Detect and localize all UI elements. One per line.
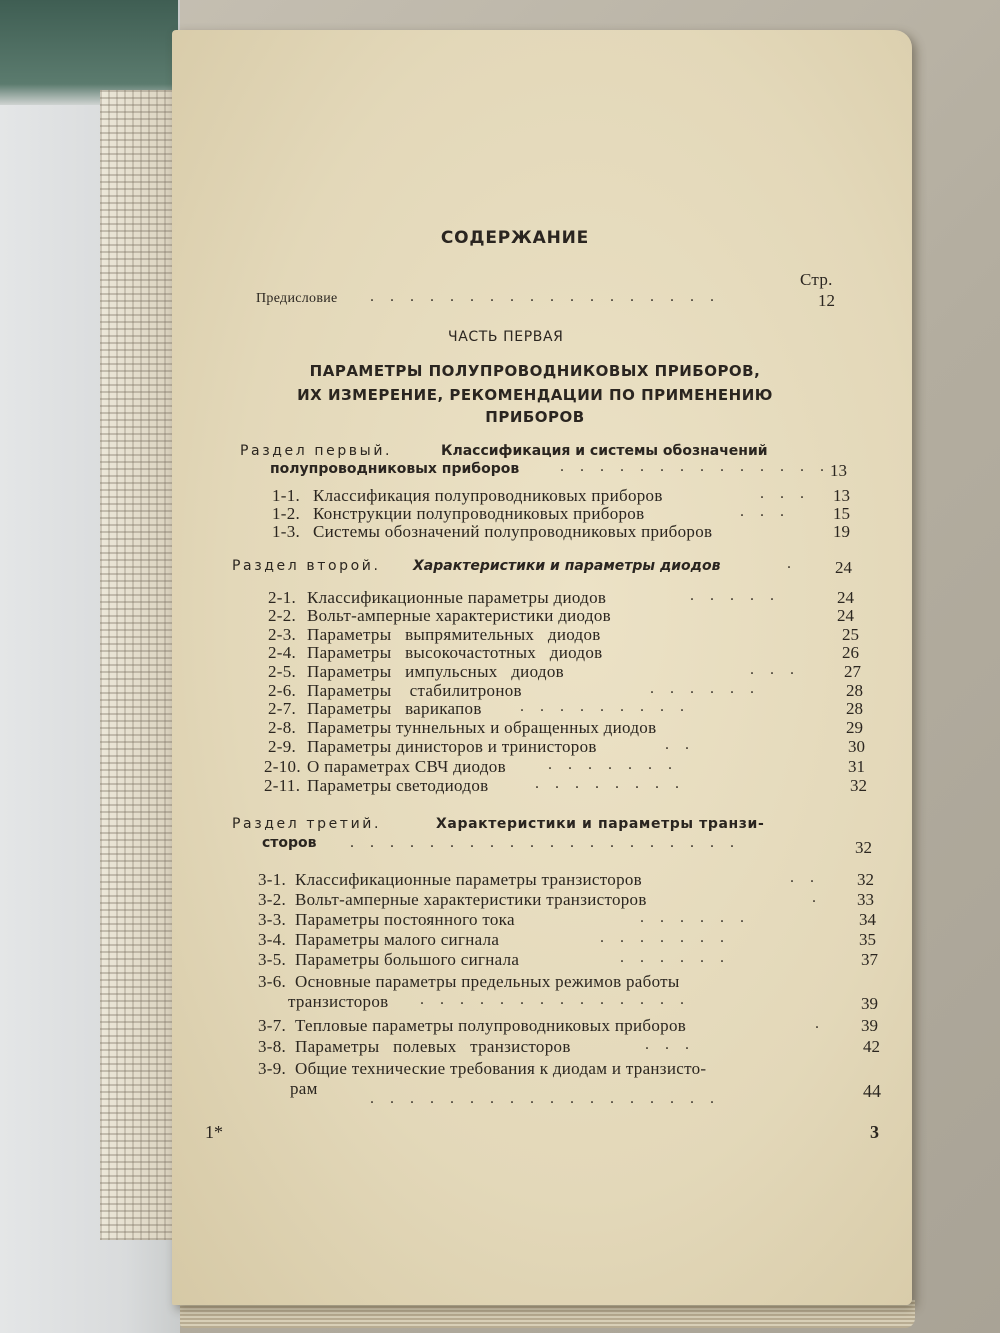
toc-item-3-3-text: Параметры постоянного тока <box>295 910 515 929</box>
page-title: СОДЕРЖАНИЕ <box>440 228 590 248</box>
section-1-title-line-2: полупроводниковых приборов <box>270 461 520 477</box>
toc-item-2-8-text: Параметры туннельных и обращенных диодов <box>307 718 657 737</box>
toc-item-3-9-text-cont: рам <box>290 1079 318 1098</box>
part-heading-line-2: ИХ ИЗМЕРЕНИЕ, РЕКОМЕНДАЦИИ ПО ПРИМЕНЕНИЮ <box>297 386 773 404</box>
section-3-page: 32 <box>855 838 872 857</box>
toc-item-2-11-page: 32 <box>850 776 867 795</box>
toc-item-3-9-page: 44 <box>863 1081 881 1101</box>
toc-item-3-9-text: Общие технические требования к диодам и транзисто- <box>295 1059 707 1078</box>
toc-item-2-5-dots: . . . <box>750 661 800 678</box>
toc-item-2-11-dots: . . . . . . . . <box>535 775 685 792</box>
toc-item-2-3-num: 2-3. <box>268 625 297 644</box>
toc-item-2-4-num: 2-4. <box>268 643 297 662</box>
toc-item-2-9-text: Параметры динисторов и тринисторов <box>307 737 597 756</box>
toc-item-1-1-page: 13 <box>833 486 850 505</box>
toc-item-2-9-num: 2-9. <box>268 737 297 756</box>
preface-page: 12 <box>818 291 835 310</box>
toc-item-3-3-dots: . . . . . . <box>640 909 750 926</box>
toc-item-3-9-dots: . . . . . . . . . . . . . . . . . . <box>370 1090 720 1107</box>
toc-item-3-2-num: 3-2. <box>258 890 287 909</box>
section-3-title-line-1: Характеристики и параметры транзи- <box>436 816 765 832</box>
section-3-dots: . . . . . . . . . . . . . . . . . . . . <box>350 834 740 851</box>
toc-item-1-2-page: 15 <box>833 504 850 523</box>
toc-item-3-4-text: Параметры малого сигнала <box>295 930 500 949</box>
toc-item-2-6-page: 28 <box>846 681 863 700</box>
toc-item-3-6-text: Основные параметры предельных режимов работы <box>295 972 680 991</box>
toc-item-2-8-page: 29 <box>846 718 863 737</box>
toc-item-3-9-num: 3-9. <box>258 1059 287 1078</box>
toc-item-2-7-text: Параметры варикапов <box>307 699 482 718</box>
signature-mark: 1* <box>205 1122 223 1142</box>
toc-item-2-7-page: 28 <box>846 699 863 718</box>
toc-item-3-3-num: 3-3. <box>258 910 287 929</box>
toc-item-3-7-page: 39 <box>861 1016 878 1035</box>
preface-dots: . . . . . . . . . . . . . . . . . . <box>370 288 720 305</box>
toc-item-2-2-num: 2-2. <box>268 606 297 625</box>
section-3-title-line-2: сторов <box>262 835 317 851</box>
toc-item-3-7-text: Тепловые параметры полупроводниковых приборов <box>295 1016 687 1035</box>
toc-item-3-2-text: Вольт-амперные характеристики транзисторов <box>295 890 647 909</box>
toc-item-2-2-page: 24 <box>837 606 854 625</box>
toc-item-3-5-dots: . . . . . . <box>620 949 730 966</box>
toc-item-2-2-text: Вольт-амперные характеристики диодов <box>307 606 611 625</box>
toc-item-3-6-page: 39 <box>861 994 878 1013</box>
toc-item-2-3-text: Параметры выпрямительных диодов <box>307 625 601 644</box>
toc-item-1-2-text: Конструкции полупроводниковых приборов <box>313 504 645 523</box>
toc-item-2-4-text: Параметры высокочастотных диодов <box>307 643 603 662</box>
toc-item-2-6-num: 2-6. <box>268 681 297 700</box>
toc-item-2-7-num: 2-7. <box>268 699 297 718</box>
toc-item-3-6-num: 3-6. <box>258 972 287 991</box>
book-spine-binding <box>100 90 181 1240</box>
toc-item-3-3-page: 34 <box>859 910 876 929</box>
toc-item-2-1-num: 2-1. <box>268 588 297 607</box>
toc-item-1-1-dots: . . . <box>760 485 810 502</box>
toc-item-2-6-text: Параметры стабилитронов <box>307 681 522 700</box>
toc-item-2-7-dots: . . . . . . . . . <box>520 698 690 715</box>
toc-item-3-4-num: 3-4. <box>258 930 287 949</box>
toc-item-1-3-num: 1-3. <box>272 522 301 541</box>
toc-item-2-10-dots: . . . . . . . <box>548 756 678 773</box>
toc-item-3-1-dots: . . <box>790 869 820 886</box>
section-2-title: Характеристики и параметры диодов <box>413 558 721 574</box>
toc-item-3-5-num: 3-5. <box>258 950 287 969</box>
toc-item-2-10-text: О параметрах СВЧ диодов <box>307 757 506 776</box>
section-1-label: Раздел первый. <box>240 443 393 459</box>
section-1-page: 13 <box>830 461 847 480</box>
toc-item-2-5-num: 2-5. <box>268 662 297 681</box>
part-heading-line-3: ПРИБОРОВ <box>485 408 585 426</box>
toc-item-1-1-num: 1-1. <box>272 486 301 505</box>
toc-item-2-10-page: 31 <box>848 757 865 776</box>
toc-item-2-10-num: 2-10. <box>264 757 301 776</box>
toc-item-2-1-page: 24 <box>837 588 854 607</box>
toc-item-2-8-num: 2-8. <box>268 718 297 737</box>
toc-item-3-2-page: 33 <box>857 890 874 909</box>
toc-item-3-2-dots: . <box>812 889 822 906</box>
toc-item-3-6-text-cont: транзисторов <box>288 992 389 1011</box>
toc-item-1-3-text: Системы обозначений полупроводниковых приборов <box>313 522 713 541</box>
preface-label: Предисловие <box>256 291 338 306</box>
toc-item-3-7-dots: . <box>815 1015 825 1032</box>
toc-item-2-5-text: Параметры импульсных диодов <box>307 662 564 681</box>
toc-item-3-1-num: 3-1. <box>258 870 287 889</box>
toc-item-1-1-text: Классификация полупроводниковых приборов <box>313 486 663 505</box>
part-label: ЧАСТЬ ПЕРВАЯ <box>448 329 564 345</box>
section-2-page: 24 <box>835 558 852 577</box>
toc-item-2-9-dots: . . <box>665 736 695 753</box>
toc-item-2-11-num: 2-11. <box>264 776 301 795</box>
toc-item-3-1-page: 32 <box>857 870 874 889</box>
toc-item-2-4-page: 26 <box>842 643 859 662</box>
toc-item-3-4-page: 35 <box>859 930 876 949</box>
toc-item-3-8-text: Параметры полевых транзисторов <box>295 1037 571 1056</box>
toc-item-2-5-page: 27 <box>844 662 861 681</box>
toc-item-2-11-text: Параметры светодиодов <box>307 776 489 795</box>
section-2-label: Раздел второй. <box>232 558 381 574</box>
toc-item-2-1-dots: . . . . . <box>690 587 780 604</box>
section-1-title-line-1: Классификация и системы обозначений <box>441 443 768 459</box>
toc-item-3-1-text: Классификационные параметры транзисторов <box>295 870 642 889</box>
toc-item-3-8-page: 42 <box>863 1037 880 1056</box>
toc-item-1-2-num: 1-2. <box>272 504 301 523</box>
toc-item-3-5-text: Параметры большого сигнала <box>295 950 520 969</box>
toc-item-2-6-dots: . . . . . . <box>650 680 760 697</box>
section-1-dots: . . . . . . . . . . . . . . <box>560 458 830 475</box>
toc-item-2-1-text: Классификационные параметры диодов <box>307 588 607 607</box>
section-2-dots: . <box>787 555 797 572</box>
toc-item-3-4-dots: . . . . . . . <box>600 929 730 946</box>
toc-item-1-3-page: 19 <box>833 522 850 541</box>
toc-item-3-8-dots: . . . <box>645 1036 695 1053</box>
toc-item-3-5-page: 37 <box>861 950 878 969</box>
section-3-label: Раздел третий. <box>232 816 382 832</box>
toc-item-1-2-dots: . . . <box>740 503 790 520</box>
toc-item-2-9-page: 30 <box>848 737 865 756</box>
part-heading-line-1: ПАРАМЕТРЫ ПОЛУПРОВОДНИКОВЫХ ПРИБОРОВ, <box>309 362 761 380</box>
toc-item-3-7-num: 3-7. <box>258 1016 287 1035</box>
page-number: 3 <box>870 1122 879 1142</box>
toc-item-3-6-dots: . . . . . . . . . . . . . . <box>420 991 690 1008</box>
toc-item-2-3-page: 25 <box>842 625 859 644</box>
toc-item-3-8-num: 3-8. <box>258 1037 287 1056</box>
page-column-label: Стр. <box>800 270 833 289</box>
